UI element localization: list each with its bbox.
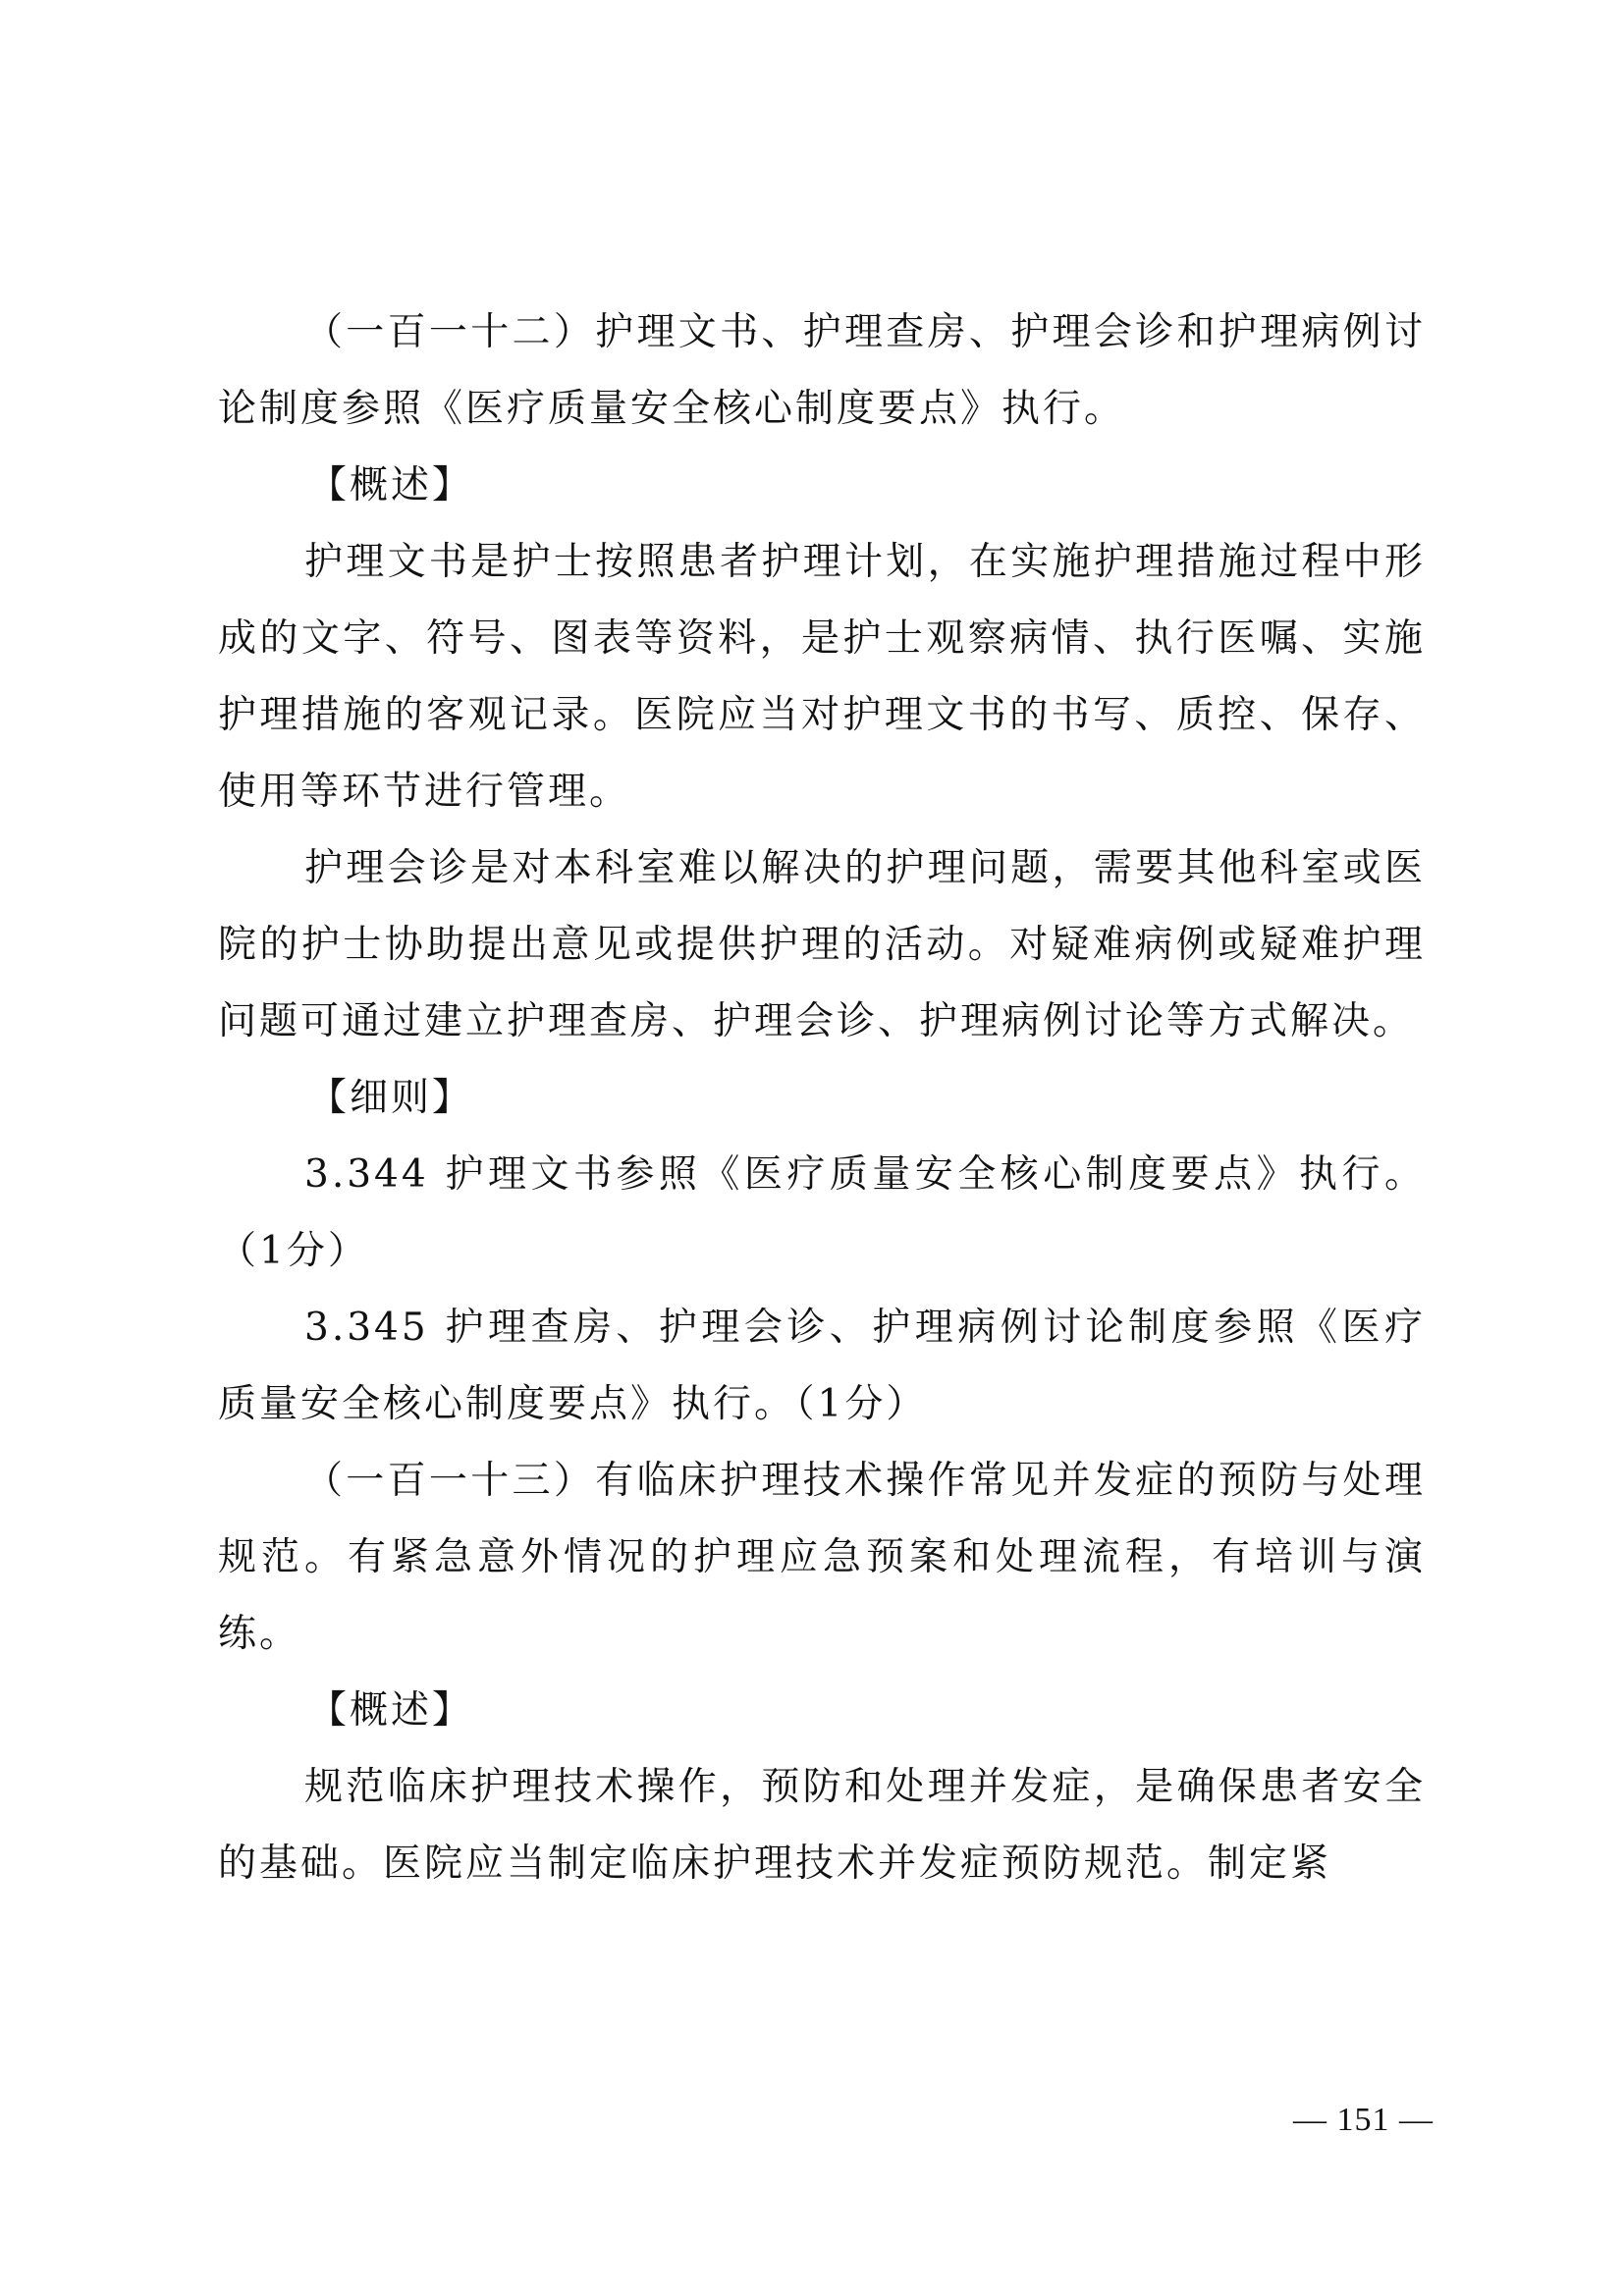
rule-3-345: 3.345 护理查房、护理会诊、护理病例讨论制度参照《医疗质量安全核心制度要点》执行。（1分） xyxy=(218,1306,1426,1426)
overview-heading: 【概述】 xyxy=(308,463,474,507)
page-number: — 151 — xyxy=(1293,2102,1434,2138)
paragraph: 护理文书是护士按照患者护理计划，在实施护理措施过程中形成的文字、符号、图表等资料，是护士观察病情、执行医嘱、实施护理措施的客观记录。医院应当对护理文书的书写、质控、保存、使用等环节进行管理。 xyxy=(218,540,1426,814)
section-113-heading: （一百一十三）有临床护理技术操作常见并发症的预防与处理规范。有紧急意外情况的护理应急预案和处理流程，有培训与演练。 xyxy=(218,1459,1426,1656)
paragraph: 护理会诊是对本科室难以解决的护理问题，需要其他科室或医院的护士协助提出意见或提供护理的活动。对疑难病例或疑难护理问题可通过建立护理查房、护理会诊、护理病例讨论等方式解决。 xyxy=(218,846,1426,1043)
rules-heading: 【细则】 xyxy=(308,1076,474,1120)
page-body xyxy=(218,294,1426,1902)
section-112-heading: （一百一十二）护理文书、护理查房、护理会诊和护理病例讨论制度参照《医疗质量安全核心制度要点》执行。 xyxy=(218,310,1426,431)
rule-3-344: 3.344 护理文书参照《医疗质量安全核心制度要点》执行。（1分） xyxy=(218,1152,1426,1273)
paragraph: 规范临床护理技术操作，预防和处理并发症，是确保患者安全的基础。医院应当制定临床护理技术并发症预防规范。制定紧 xyxy=(218,1765,1426,1886)
overview-heading: 【概述】 xyxy=(308,1688,474,1733)
